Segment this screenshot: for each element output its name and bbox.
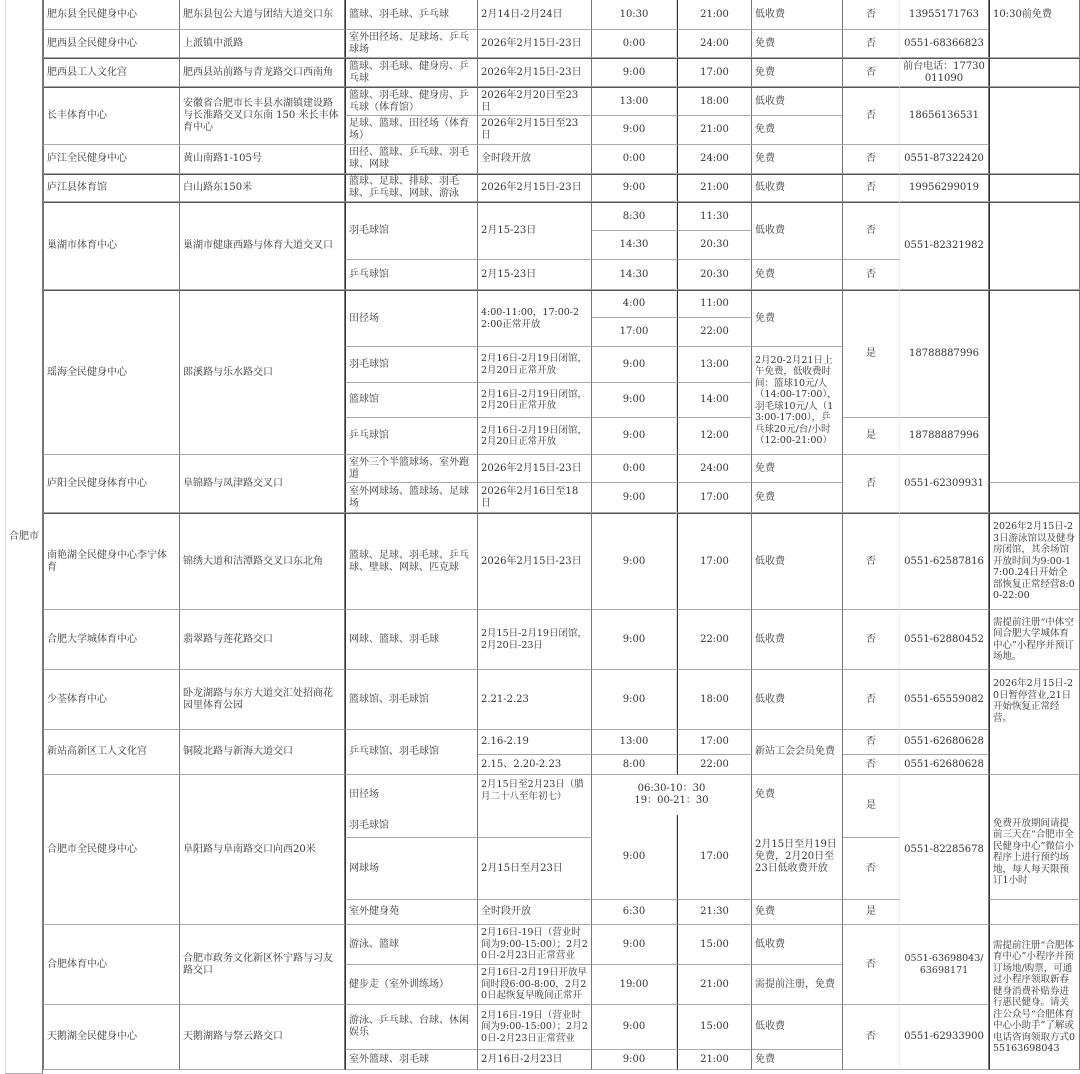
note-empty	[989, 174, 1080, 202]
venue-dates: 2月16日-19日（营业时间为9:00-15:00）；2月20日-2月23日正常营业	[478, 925, 592, 965]
phone: 19956299019	[900, 174, 989, 202]
venue-name: 肥西县全民健身中心	[43, 30, 180, 58]
open-time: 9:00	[592, 58, 677, 87]
venue-sports: 室外网球场、篮球场、足球场	[345, 483, 478, 513]
close-time: 17:00	[677, 58, 752, 87]
venue-name: 庐阳全民健身体育中心	[43, 455, 180, 513]
venue-dates: 全时段开放	[478, 900, 592, 925]
venue-dates: 2026年2月16日至18日	[478, 483, 592, 513]
venue-address: 合肥市政务文化新区怀宁路与习友路交口	[180, 925, 345, 1005]
note: 2026年2月15日-23日游泳馆以及健身房闭馆，其余场馆开放时间为9:00-17:00.24日开始全部恢复正常经营8:00-22:00	[989, 513, 1080, 610]
reservation-required: 否	[843, 730, 900, 755]
venue-dates: 全时段开放	[478, 145, 592, 174]
fee: 新站工会会员免费	[752, 730, 843, 775]
phone: 0551-63698043/63698171	[900, 925, 989, 1005]
city-cell: 合肥市	[5, 0, 43, 1074]
venue-sports: 乒乓球馆	[345, 418, 478, 455]
venue-dates: 2月15-23日	[478, 260, 592, 290]
open-time: 9:00	[592, 418, 677, 455]
reservation-required: 否	[843, 455, 900, 513]
fee: 免费	[752, 455, 843, 483]
phone: 0551-62309931	[900, 455, 989, 513]
venue-address: 巢湖市健康西路与体育大道交叉口	[180, 202, 345, 290]
close-time: 18:00	[677, 87, 752, 116]
reservation-required: 否	[843, 0, 900, 30]
note-empty	[989, 900, 1080, 925]
venue-sports: 篮球、足球、羽毛球、乒乓球、壁球、网球、匹克球	[345, 513, 478, 610]
close-time: 21:00	[677, 0, 752, 30]
phone: 18788887996	[900, 418, 989, 455]
close-time: 13:00	[677, 347, 752, 383]
reservation-required: 否	[843, 670, 900, 730]
note-empty	[989, 58, 1080, 87]
venue-sports: 游泳、篮球	[345, 925, 478, 965]
note: 需提前注册“合肥体育中心”小程序并预订场地/购票，可通过小程序领取新春健身消费补贴券进行惠民健身。请关注公众号“合肥体育中心小助手”了解或电话咨询领取方式055163698043	[989, 925, 1080, 1070]
open-time: 14:30	[592, 260, 677, 290]
venue-address: 上派镇中派路	[180, 30, 345, 58]
open-time: 4:00	[592, 290, 677, 318]
venue-sports: 游泳、乒乓球、台球、休闲娱乐	[345, 1005, 478, 1050]
close-time: 11:30	[677, 202, 752, 231]
venue-address: 安徽省合肥市长丰县水湖镇建设路与长淮路交叉口东南 150 米长丰体育中心	[180, 87, 345, 145]
fee: 免费	[752, 260, 843, 290]
reservation-required: 否	[843, 838, 900, 900]
open-time: 8:30	[592, 202, 677, 231]
reservation-required: 是	[843, 290, 900, 418]
phone: 13955171763	[900, 0, 989, 30]
venue-address: 阜阳路与阜南路交口向西20米	[180, 775, 345, 925]
close-time: 24:00	[677, 455, 752, 483]
reservation-required: 否	[843, 87, 900, 145]
phone: 0551-62933900	[900, 1005, 989, 1070]
venue-sports: 羽毛球馆	[345, 202, 478, 260]
reservation-required: 是	[843, 900, 900, 925]
venue-name: 合肥体育中心	[43, 925, 180, 1005]
venue-dates: 2026年2月20日至23日	[478, 87, 592, 116]
note-empty	[989, 483, 1080, 513]
open-time: 9:00	[592, 815, 677, 900]
reservation-required: 否	[843, 202, 900, 260]
close-time: 15:00	[677, 1005, 752, 1050]
phone: 0551-62680628	[900, 730, 989, 755]
close-time: 24:00	[677, 30, 752, 58]
fee: 2月15日至月19日免费，2月20日至23日低收费开放	[752, 815, 843, 900]
close-time: 18:00	[677, 670, 752, 730]
phone: 0551-62880452	[900, 610, 989, 670]
fee: 低收费	[752, 0, 843, 30]
close-time: 22:00	[677, 755, 752, 775]
close-time: 17:00	[677, 483, 752, 513]
note-empty	[989, 290, 1080, 483]
venue-dates: 2月14日-2月24日	[478, 0, 592, 30]
venue-sports: 乒乓球馆	[345, 260, 478, 290]
close-time: 22:00	[677, 318, 752, 347]
venue-name: 肥东县全民健身中心	[43, 0, 180, 30]
reservation-required: 否	[843, 755, 900, 775]
venue-dates: 2月16日-2月19日闭馆，2月20日正常开放	[478, 418, 592, 455]
venue-dates: 2月16日-2月23日	[478, 1050, 592, 1070]
close-time: 14:00	[677, 383, 752, 418]
hours-morning: 06:30-10：30	[637, 783, 706, 794]
venue-address: 黄山南路1-105号	[180, 145, 345, 174]
venue-dates: 2026年2月15日-23日	[478, 174, 592, 202]
venue-dates: 2月16日-19日（营业时间为9:00-15:00）；2月20日-2月23日正常营业	[478, 1005, 592, 1050]
venue-name: 合肥大学城体育中心	[43, 610, 180, 670]
fee: 免费	[752, 1050, 843, 1070]
venue-name: 瑶海全民健身中心	[43, 290, 180, 455]
phone: 0551-82285678	[900, 775, 989, 925]
venue-dates: 2026年2月15日-23日	[478, 513, 592, 610]
open-time: 6:30	[592, 900, 677, 925]
phone: 0551-68366823	[900, 30, 989, 58]
note: 免费开放期间请提前三天在“合肥市全民健身中心”微信小程序上进行预约场地，每人每天限预订1小时	[989, 775, 1080, 900]
venue-address: 卧龙湖路与东方大道交汇处招商花园里体育公园	[180, 670, 345, 730]
open-time: 9:00	[592, 483, 677, 513]
venue-dates: 2026年2月15日至23日	[478, 116, 592, 145]
venue-address: 肥西县站前路与青龙路交口西南角	[180, 58, 345, 87]
reservation-required: 否	[843, 260, 900, 290]
venue-sports: 乒乓球馆、羽毛球馆	[345, 730, 478, 775]
fee: 免费	[752, 483, 843, 513]
reservation-required: 否	[843, 58, 900, 87]
venue-dates: 4:00-11:00，17:00-22:00正常开放	[478, 290, 592, 347]
venue-address: 郎溪路与乐水路交口	[180, 290, 345, 455]
open-time: 0:00	[592, 455, 677, 483]
open-time: 14:30	[592, 231, 677, 260]
venue-name: 新站高新区工人文化宫	[43, 730, 180, 775]
venue-address: 铜陵北路与新海大道交口	[180, 730, 345, 775]
venue-sports: 篮球馆	[345, 383, 478, 418]
open-time: 9:00	[592, 610, 677, 670]
fee: 低收费	[752, 202, 843, 260]
reservation-required: 否	[843, 30, 900, 58]
venue-sports: 网球场	[345, 838, 478, 900]
close-time: 15:00	[677, 925, 752, 965]
fee: 免费	[752, 58, 843, 87]
open-time: 0:00	[592, 145, 677, 174]
open-time: 9:00	[592, 383, 677, 418]
venue-dates: 2月16日-2月19日开放早间时段6:00-8:00，2月20日起恢复早晚间正常开	[478, 965, 592, 1005]
note: 需提前注册“中体空间合肥大学城体育中心”小程序并预订场地。	[989, 610, 1080, 670]
venue-name: 庐江全民健身中心	[43, 145, 180, 174]
fee: 免费	[752, 116, 843, 145]
venue-dates: 2月15-23日	[478, 202, 592, 260]
venue-sports: 健步走（室外训练场）	[345, 965, 478, 1005]
close-time: 20:30	[677, 231, 752, 260]
venue-sports: 田径场	[345, 290, 478, 347]
close-time: 24:00	[677, 145, 752, 174]
fee: 低收费	[752, 610, 843, 670]
open-time: 13:00	[592, 87, 677, 116]
phone: 0551-62680628	[900, 755, 989, 775]
venue-dates: 2.16-2.19	[478, 730, 592, 755]
fee: 需提前注册，免费	[752, 965, 843, 1005]
reservation-required: 否	[843, 1005, 900, 1070]
phone: 前台电话：17730011090	[900, 58, 989, 87]
phone: 0551-62587816	[900, 513, 989, 610]
close-time: 22:00	[677, 610, 752, 670]
fee: 2月20-2月21日上午免费，低收费时间：篮球10元/人（14:00-17:00），羽毛球10元/人（13:00-17:00），乒乓球20元/台/小时（12:00-21:00）	[752, 347, 843, 455]
close-time: 21:00	[677, 116, 752, 145]
venue-sports: 篮球、羽毛球、乒乓球	[345, 0, 478, 30]
fee: 低收费	[752, 670, 843, 730]
venue-dates: 2026年2月15日-23日	[478, 30, 592, 58]
venue-sports: 篮球、羽毛球、健身房、乒乓球（体育馆）	[345, 87, 478, 116]
close-time: 21:00	[677, 174, 752, 202]
venue-dates: 2.21-2.23	[478, 670, 592, 730]
close-time: 21:30	[677, 900, 752, 925]
open-time: 10:30	[592, 0, 677, 30]
reservation-required: 是	[843, 775, 900, 838]
venue-dates: 2月15日至月23日	[478, 838, 592, 900]
close-time: 17:00	[677, 815, 752, 900]
venue-dates: 2026年2月15日-23日	[478, 455, 592, 483]
open-time: 19:00	[592, 965, 677, 1005]
note-empty	[989, 202, 1080, 290]
venue-dates: 2026年2月15日-23日	[478, 58, 592, 87]
venue-name: 巢湖市体育中心	[43, 202, 180, 290]
venue-dates: 2月15日至2月23日（腊月二十八至年初七）	[478, 775, 592, 838]
venue-address: 白山路东150米	[180, 174, 345, 202]
reservation-required: 是	[843, 418, 900, 455]
venue-address: 天鹅湖路与祭云路交口	[180, 1005, 345, 1070]
venue-name: 合肥市全民健身中心	[43, 775, 180, 925]
phone: 0551-82321982	[900, 202, 989, 290]
venue-sports: 室外田径场、足球场、乒乓球场	[345, 30, 478, 58]
fee: 免费	[752, 900, 843, 925]
venue-sports: 室外篮球、羽毛球	[345, 1050, 478, 1070]
fee: 免费	[752, 775, 843, 815]
venue-dates: 2月16日-2月19日闭馆，2月20日正常开放	[478, 383, 592, 418]
close-time: 11:00	[677, 290, 752, 318]
note: 2026年2月15日-20日暂停营业,21日开始恢复正常经营。	[989, 670, 1080, 775]
venue-dates: 2月15日-2月19日闭馆，2月20日-23日	[478, 610, 592, 670]
venue-name: 天鹅湖全民健身中心	[43, 1005, 180, 1070]
venue-dates: 2月16日-2月19日闭馆，2月20日正常开放	[478, 347, 592, 383]
venue-sports: 田径、篮球、乒乓球、羽毛球、网球	[345, 145, 478, 174]
close-time: 12:00	[677, 418, 752, 455]
reservation-required: 否	[843, 925, 900, 1005]
note-empty	[989, 87, 1080, 174]
open-time: 0:00	[592, 30, 677, 58]
open-time: 9:00	[592, 1050, 677, 1070]
phone: 0551-65559082	[900, 670, 989, 730]
venue-address: 肥东县包公大道与团结大道交口东	[180, 0, 345, 30]
venue-sports: 羽毛球馆	[345, 815, 478, 838]
venue-name: 南艳湖全民健身中心李宁体育	[43, 513, 180, 610]
venue-name: 少荃体育中心	[43, 670, 180, 730]
venue-name: 肥西县工人文化宫	[43, 58, 180, 87]
venue-sports: 篮球、足球、排球、羽毛球、乒乓球、网球、游泳	[345, 174, 478, 202]
open-time: 9:00	[592, 174, 677, 202]
open-time: 17:00	[592, 318, 677, 347]
fee: 低收费	[752, 174, 843, 202]
reservation-required: 否	[843, 174, 900, 202]
close-time: 17:00	[677, 513, 752, 610]
phone: 0551-87322420	[900, 145, 989, 174]
fee: 免费	[752, 290, 843, 347]
close-time: 20:30	[677, 260, 752, 290]
reservation-required: 否	[843, 145, 900, 174]
open-time: 9:00	[592, 925, 677, 965]
venue-address: 翡翠路与莲花路交口	[180, 610, 345, 670]
phone: 18788887996	[900, 290, 989, 418]
fee: 免费	[752, 30, 843, 58]
fee: 低收费	[752, 1005, 843, 1050]
reservation-required: 否	[843, 610, 900, 670]
venue-sports: 羽毛球馆	[345, 347, 478, 383]
close-time: 21:00	[677, 1050, 752, 1070]
venue-name: 庐江县体育馆	[43, 174, 180, 202]
phone: 18656136531	[900, 87, 989, 145]
open-time: 9:00	[592, 1005, 677, 1050]
venue-sports: 足球、篮球、田径场（体育场）	[345, 116, 478, 145]
open-time: 9:00	[592, 513, 677, 610]
venue-sports: 篮球、羽毛球、健身房、乒乓球	[345, 58, 478, 87]
reservation-required: 否	[843, 513, 900, 610]
venue-sports: 室外三个半篮球场、室外跑道	[345, 455, 478, 483]
close-time: 17:00	[677, 730, 752, 755]
fee: 低收费	[752, 87, 843, 116]
opening-hours	[592, 775, 752, 815]
fee: 低收费	[752, 513, 843, 610]
fee: 低收费	[752, 925, 843, 965]
venue-sports: 篮球馆、羽毛球馆	[345, 670, 478, 730]
venue-sports: 室外健身苑	[345, 900, 478, 925]
open-time: 13:00	[592, 730, 677, 755]
venue-sports: 网球、篮球、羽毛球	[345, 610, 478, 670]
open-time: 9:00	[592, 670, 677, 730]
venue-sports: 田径场	[345, 775, 478, 815]
open-time: 9:00	[592, 347, 677, 383]
venue-address: 锦绣大道和洁潭路交叉口东北角	[180, 513, 345, 610]
venue-address: 阜锦路与凤津路交叉口	[180, 455, 345, 513]
open-time: 8:00	[592, 755, 677, 775]
open-time: 9:00	[592, 116, 677, 145]
venue-dates: 2.15、2.20-2.23	[478, 755, 592, 775]
close-time: 21:00	[677, 965, 752, 1005]
note: 10:30前免费	[989, 0, 1080, 58]
hours-evening: 19：00-21：30	[634, 795, 709, 806]
venue-name: 长丰体育中心	[43, 87, 180, 145]
fee: 免费	[752, 145, 843, 174]
